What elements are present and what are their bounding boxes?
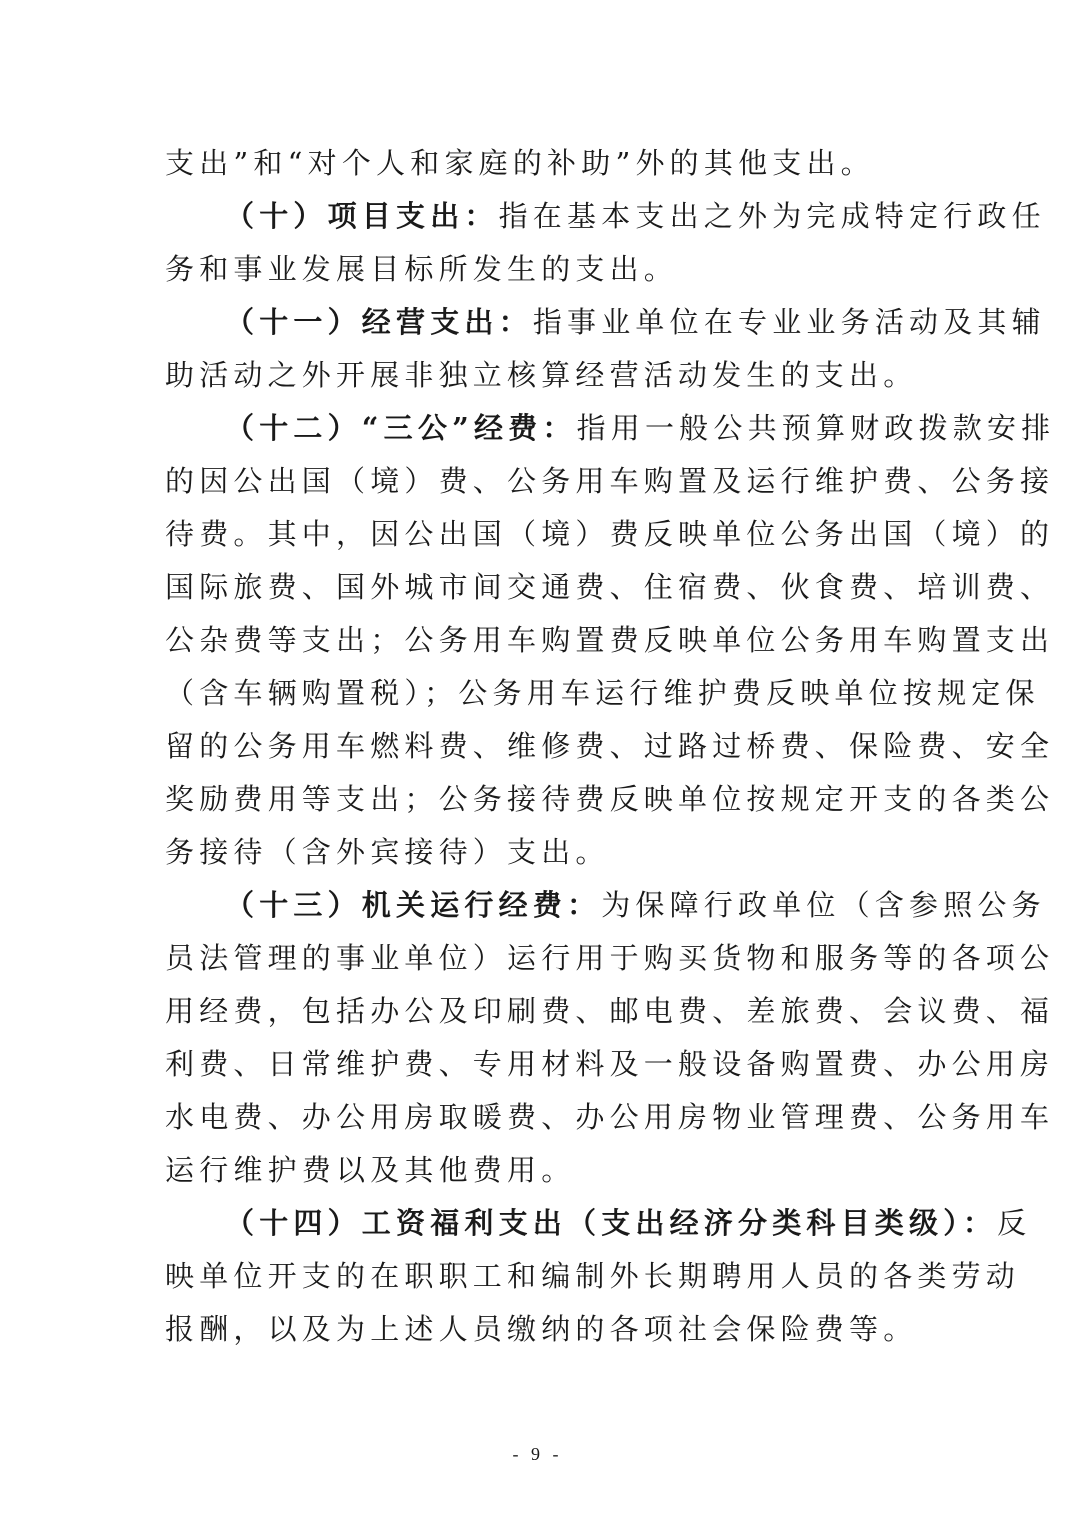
- line-text: 国际旅费、国外城市间交通费、住宿费、伙食费、培训费、: [165, 570, 1055, 604]
- text-line-14: [165, 832, 925, 872]
- section-heading: （十二）“三公”经费：: [225, 411, 577, 445]
- line-text: 奖励费用等支出；公务接待费反映单位按规定开支的各类公: [165, 782, 1055, 816]
- line-text: 为保障行政单位（含参照公务: [601, 888, 1046, 922]
- line-text: 运行维护费以及其他费用。: [165, 1153, 576, 1187]
- line-text: 务接待（含外宾接待）支出。: [165, 835, 610, 869]
- text-line-20: [165, 1150, 925, 1190]
- page-number: - 9 -: [512, 1444, 563, 1464]
- text-line-11: [165, 673, 1040, 713]
- section-11-heading-line: [225, 302, 1046, 342]
- text-line-23: [165, 1309, 925, 1349]
- text-line-1: [165, 143, 925, 183]
- line-text: 水电费、办公用房取暖费、办公用房物业管理费、公务用车: [165, 1100, 1055, 1134]
- line-text: 助活动之外开展非独立核算经营活动发生的支出。: [165, 358, 918, 392]
- line-text: 支出”和“对个人和家庭的补助”外的其他支出。: [165, 146, 875, 180]
- text-line-22: [165, 1256, 1021, 1296]
- text-line-5: [165, 355, 925, 395]
- section-heading: （十三）机关运行经费：: [225, 888, 602, 922]
- line-text: 指事业单位在专业业务活动及其辅: [532, 305, 1046, 339]
- section-heading: （十）项目支出：: [225, 199, 499, 233]
- section-heading: （十一）经营支出：: [225, 305, 533, 339]
- line-text: 务和事业发展目标所发生的支出。: [165, 252, 679, 286]
- line-text: 留的公务用车燃料费、维修费、过路过桥费、保险费、安全: [165, 729, 1055, 763]
- line-text: 公杂费等支出；公务用车购置费反映单位公务用车购置支出: [165, 623, 1055, 657]
- line-text: 报酬，以及为上述人员缴纳的各项社会保险费等。: [165, 1312, 918, 1346]
- line-text: 指用一般公共预算财政拨款安排: [576, 411, 1056, 445]
- text-line-10: [165, 620, 1055, 660]
- text-line-8: [165, 514, 1055, 554]
- line-text: 映单位开支的在职职工和编制外长期聘用人员的各类劳动: [165, 1259, 1021, 1293]
- line-text: （含车辆购置税）；公务用车运行维护费反映单位按规定保: [165, 676, 1040, 710]
- text-line-17: [165, 991, 1055, 1031]
- text-line-13: [165, 779, 1055, 819]
- text-line-12: [165, 726, 1055, 766]
- text-line-3: [165, 249, 925, 289]
- section-heading: （十四）工资福利支出（支出经济分类科目类级）：: [225, 1206, 998, 1240]
- section-12-heading-line: [225, 408, 1056, 448]
- line-text: 反: [997, 1206, 1032, 1240]
- line-text: 待费。其中，因公出国（境）费反映单位公务出国（境）的: [165, 517, 1055, 551]
- line-text: 员法管理的事业单位）运行用于购买货物和服务等的各项公: [165, 941, 1055, 975]
- line-text: 用经费，包括办公及印刷费、邮电费、差旅费、会议费、福: [165, 994, 1055, 1028]
- text-line-9: [165, 567, 1055, 607]
- text-line-7: [165, 461, 1055, 501]
- section-14-heading-line: [225, 1203, 1032, 1243]
- section-13-heading-line: [225, 885, 1046, 925]
- line-text: 利费、日常维护费、专用材料及一般设备购置费、办公用房: [165, 1047, 1055, 1081]
- line-text: 的因公出国（境）费、公务用车购置及运行维护费、公务接: [165, 464, 1055, 498]
- text-line-18: [165, 1044, 1055, 1084]
- line-text: 指在基本支出之外为完成特定行政任: [498, 199, 1046, 233]
- text-line-16: [165, 938, 1055, 978]
- section-10-heading-line: [225, 196, 1046, 236]
- text-line-19: [165, 1097, 1055, 1137]
